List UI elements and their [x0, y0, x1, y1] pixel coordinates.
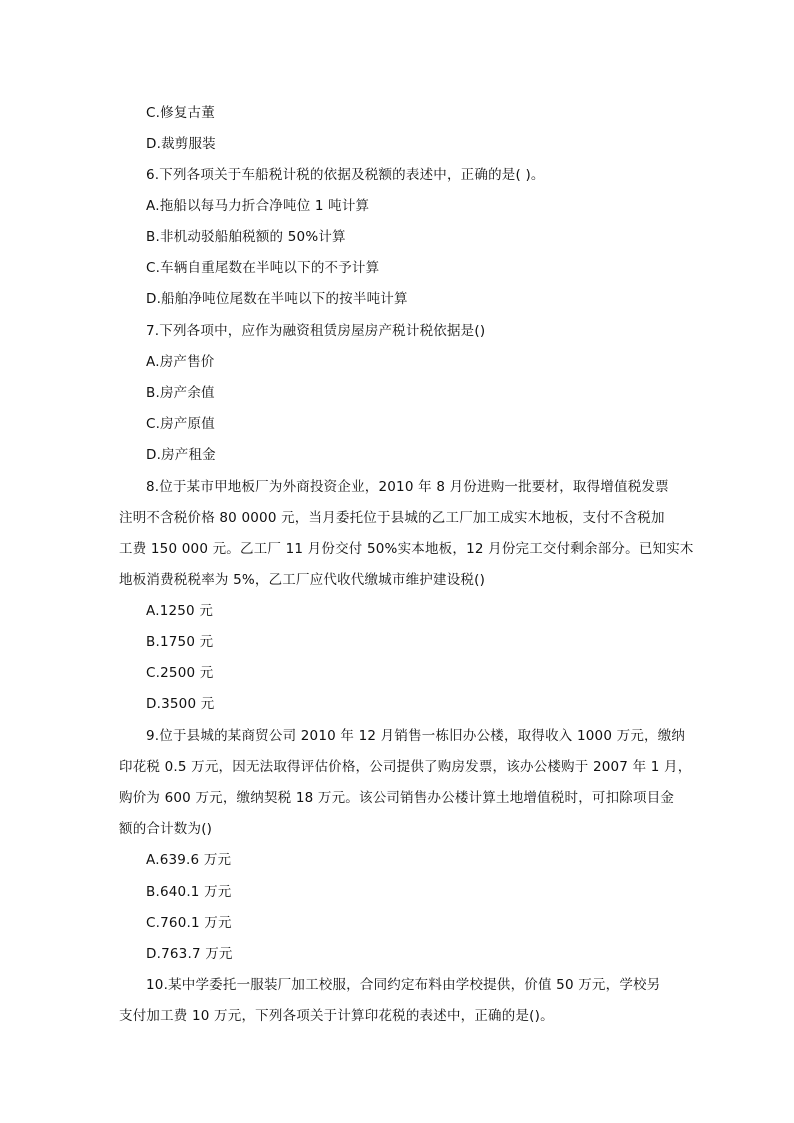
q7-option-c: C.房产原值: [146, 416, 215, 432]
q10-stem-line1: 10.某中学委托一服装厂加工校服，合同约定布料由学校提供，价值 50 万元，学校另: [146, 977, 661, 993]
q6-option-d: D.船舶净吨位尾数在半吨以下的按半吨计算: [146, 291, 408, 307]
q6-option-c: C.车辆自重尾数在半吨以下的不予计算: [146, 260, 380, 276]
q9-option-d: D.763.7 万元: [146, 946, 233, 962]
q7-option-b: B.房产余值: [146, 385, 215, 401]
q7-option-d: D.房产租金: [146, 447, 216, 463]
q9-stem-line4: 额的合计数为(): [119, 821, 213, 837]
q8-stem-line4: 地板消费税税率为 5%，乙工厂应代收代缴城市维护建设税(): [119, 572, 486, 588]
q7-stem: 7.下列各项中，应作为融资租赁房屋房产税计税依据是(): [146, 323, 486, 339]
q9-option-b: B.640.1 万元: [146, 884, 232, 900]
q9-stem-line1: 9.位于县城的某商贸公司 2010 年 12 月销售一栋旧办公楼，取得收入 1000 万元，缴纳: [146, 728, 686, 744]
q8-stem-line2: 注明不含税价格 80 0000 元，当月委托位于县城的乙工厂加工成实木地板，支付不含税加: [119, 510, 665, 526]
q10-stem-line2: 支付加工费 10 万元，下列各项关于计算印花税的表述中，正确的是()。: [119, 1008, 554, 1024]
q6-stem: 6.下列各项关于车船税计税的依据及税额的表述中，正确的是( )。: [146, 167, 545, 183]
q9-option-a: A.639.6 万元: [146, 852, 232, 868]
q8-stem-line1: 8.位于某市甲地板厂为外商投资企业，2010 年 8 月份进购一批要材，取得增值税发票: [146, 479, 669, 495]
q9-stem-line2: 印花税 0.5 万元，因无法取得评估价格，公司提供了购房发票，该办公楼购于 2007 年 1 月，: [119, 759, 692, 775]
q6-option-a: A.拖船以每马力折合净吨位 1 吨计算: [146, 198, 370, 214]
q6-option-b: B.非机动驳船舶税额的 50%计算: [146, 229, 346, 245]
q5-option-d: D.裁剪服装: [146, 136, 216, 152]
q5-option-c: C.修复古董: [146, 105, 215, 121]
q8-stem-line3: 工费 150 000 元。乙工厂 11 月份交付 50%实本地板，12 月份完工交付剩余部分。已知实木: [119, 541, 694, 557]
q9-stem-line3: 购价为 600 万元，缴纳契税 18 万元。该公司销售办公楼计算土地增值税时，可扣除项目金: [119, 790, 675, 806]
q8-option-a: A.1250 元: [146, 603, 214, 619]
q9-option-c: C.760.1 万元: [146, 915, 232, 931]
q8-option-d: D.3500 元: [146, 696, 215, 712]
q8-option-c: C.2500 元: [146, 665, 214, 681]
q8-option-b: B.1750 元: [146, 634, 214, 650]
q7-option-a: A.房产售价: [146, 354, 215, 370]
